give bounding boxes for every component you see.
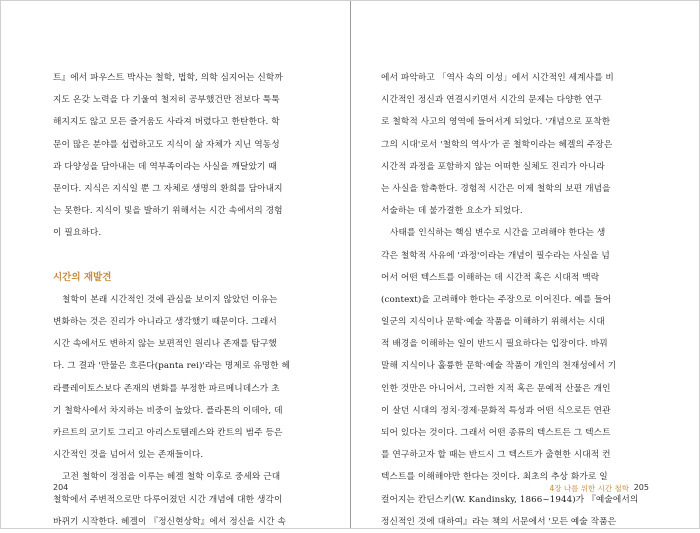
text-line: 에서 파악하고 「역사 속의 이성」에서 시간적인 세계사를 비 — [381, 73, 614, 83]
spacer — [53, 245, 318, 267]
text-line: 문이다. 지식은 지식일 뿐 그 자체로 생명의 환희를 담아내지 — [53, 183, 283, 194]
text-line: 철학에서 주변적으로만 다루어졌던 시간 개념에 대한 생각이 — [53, 494, 283, 505]
right-page — [351, 1, 700, 528]
text-line: 이 살던 시대의 정치·경제·문화적 특성과 어떤 식으로든 연관 — [381, 405, 611, 416]
text-line: 시간적인 것을 넘어서 있는 존재들이다. — [53, 450, 204, 461]
text-line: 일군의 지식이나 문학·예술 작품을 이해하기 위해서는 시대 — [381, 317, 605, 328]
text-line: 지도 온갖 노력을 다 기울여 철저히 공부했건만 전보다 툭툭 — [53, 95, 280, 106]
text-line: 시간 속에서도 변하지 않는 보편적인 원리나 존재를 탐구했 — [53, 339, 277, 350]
text-line: 그의 시대'로서 '철학의 역사'가 곧 철학이라는 헤겔의 주장은 — [381, 139, 613, 150]
text-line: 정신적인 것에 대하여』라는 책의 서문에서 '모든 예술 작품은 — [381, 516, 617, 527]
text-line: 고전 철학이 정점을 이루는 헤겔 철학 이후로 중세와 근대 — [62, 472, 281, 483]
text-line: 카르트의 코기토 그리고 아리스토텔레스와 칸트의 범주 등은 — [53, 428, 283, 438]
text-line: 는 사실을 함축한다. 경험적 시간은 이제 철학의 보편 개념을 — [381, 183, 611, 194]
left-page — [1, 1, 350, 528]
text-line: 시간적 과정을 포함하지 않는 어떠한 실체도 진리가 아니라 — [381, 161, 605, 172]
running-header: 4장 나를 위한 시간 철학 — [549, 484, 629, 493]
text-line: 문이 많은 분야를 섭렵하고도 지식이 삶 자체가 지닌 역동성 — [53, 139, 280, 150]
paragraph — [53, 466, 318, 533]
text-line: 텍스트를 이해해야만 한다는 것이다. 최초의 추상 화가로 일 — [381, 472, 608, 483]
text-line: (context)을 고려해야 한다는 주장으로 이어진다. 예를 들어 — [381, 294, 612, 305]
text-line: 해지지도 않고 모든 즐거움도 사라져 버렸다고 한탄한다. 학 — [53, 117, 280, 128]
text-line: 는 못한다. 지식이 빛을 발하기 위해서는 시간 속에서의 경험 — [53, 206, 283, 217]
text-line: 로 철학적 사고의 영역에 들어서게 되었다. '개념으로 포착한 — [381, 117, 611, 128]
text-line: 기 철학사에서 차지하는 비중이 높았다. 플라톤의 이데아, 데 — [53, 405, 283, 416]
text-line: 어서 어떤 텍스트를 이해하는 데 시간적 혹은 시대적 맥락 — [381, 272, 600, 283]
text-line: 되어 있다는 것이다. 그래서 어떤 종류의 텍스트든 그 텍스트 — [381, 428, 611, 438]
text-line: 적 배경을 이해하는 일이 반드시 필요하다는 입장이다. 바꿔 — [381, 339, 608, 350]
paragraph — [381, 67, 649, 222]
text-line: 이 필요하다. — [53, 228, 102, 239]
left-text-column — [53, 67, 318, 533]
text-line: 를 연구하고자 할 때는 반드시 그 텍스트가 출현한 시대적 컨 — [381, 450, 611, 461]
text-line: 과 다양성을 담아내는 데 역부족이라는 사실을 깨달았기 때 — [53, 161, 277, 172]
paragraph — [53, 289, 318, 467]
text-line: 다. 그 결과 '만물은 흐른다(panta rei)'라는 명제로 유명한 헤 — [53, 361, 290, 372]
right-text-column — [381, 67, 649, 533]
text-line: 말해 지식이나 훌륭한 문학·예술 작품이 개인의 천재성에서 기 — [381, 361, 617, 372]
page-number: 205 — [633, 483, 649, 492]
section-heading: 시간의 재발견 — [53, 271, 112, 283]
text-line: 사태를 인식하는 핵심 변수로 시간을 고려해야 한다는 생 — [390, 228, 606, 239]
text-line: 철학이 본래 시간적인 것에 관심을 보이지 않았던 이유는 — [62, 294, 278, 305]
text-line: 변화하는 것은 진리가 아니라고 생각했기 때문이다. 그래서 — [53, 317, 277, 328]
text-line: 컬어지는 칸딘스키(W. Kandinsky, 1866~1944)가 『예술에서의 — [381, 494, 639, 505]
page-number: 204 — [53, 483, 69, 492]
paragraph — [53, 67, 318, 245]
text-line: 라클레이토스보다 존재의 변화를 부정한 파르메니데스가 초 — [53, 383, 280, 394]
text-line: 서술하는 데 불가결한 요소가 되었다. — [381, 206, 523, 217]
text-line: 각은 철학적 사유에 '과정'이라는 개념이 필수라는 사실을 넘 — [381, 250, 610, 261]
text-line: 바뀌기 시작한다. 헤겔이 『정신현상학』에서 정신을 시간 속 — [53, 516, 286, 527]
text-line: 트』에서 파우스트 박사는 철학, 법학, 의학 심지어는 신학까 — [53, 73, 283, 83]
text-line: 시간적인 정신과 연결시키면서 시간의 문제는 다양한 연구 — [381, 95, 602, 106]
text-line: 인한 것만은 아니어서, 그러한 지적 혹은 문예적 산물은 개인 — [381, 383, 611, 394]
